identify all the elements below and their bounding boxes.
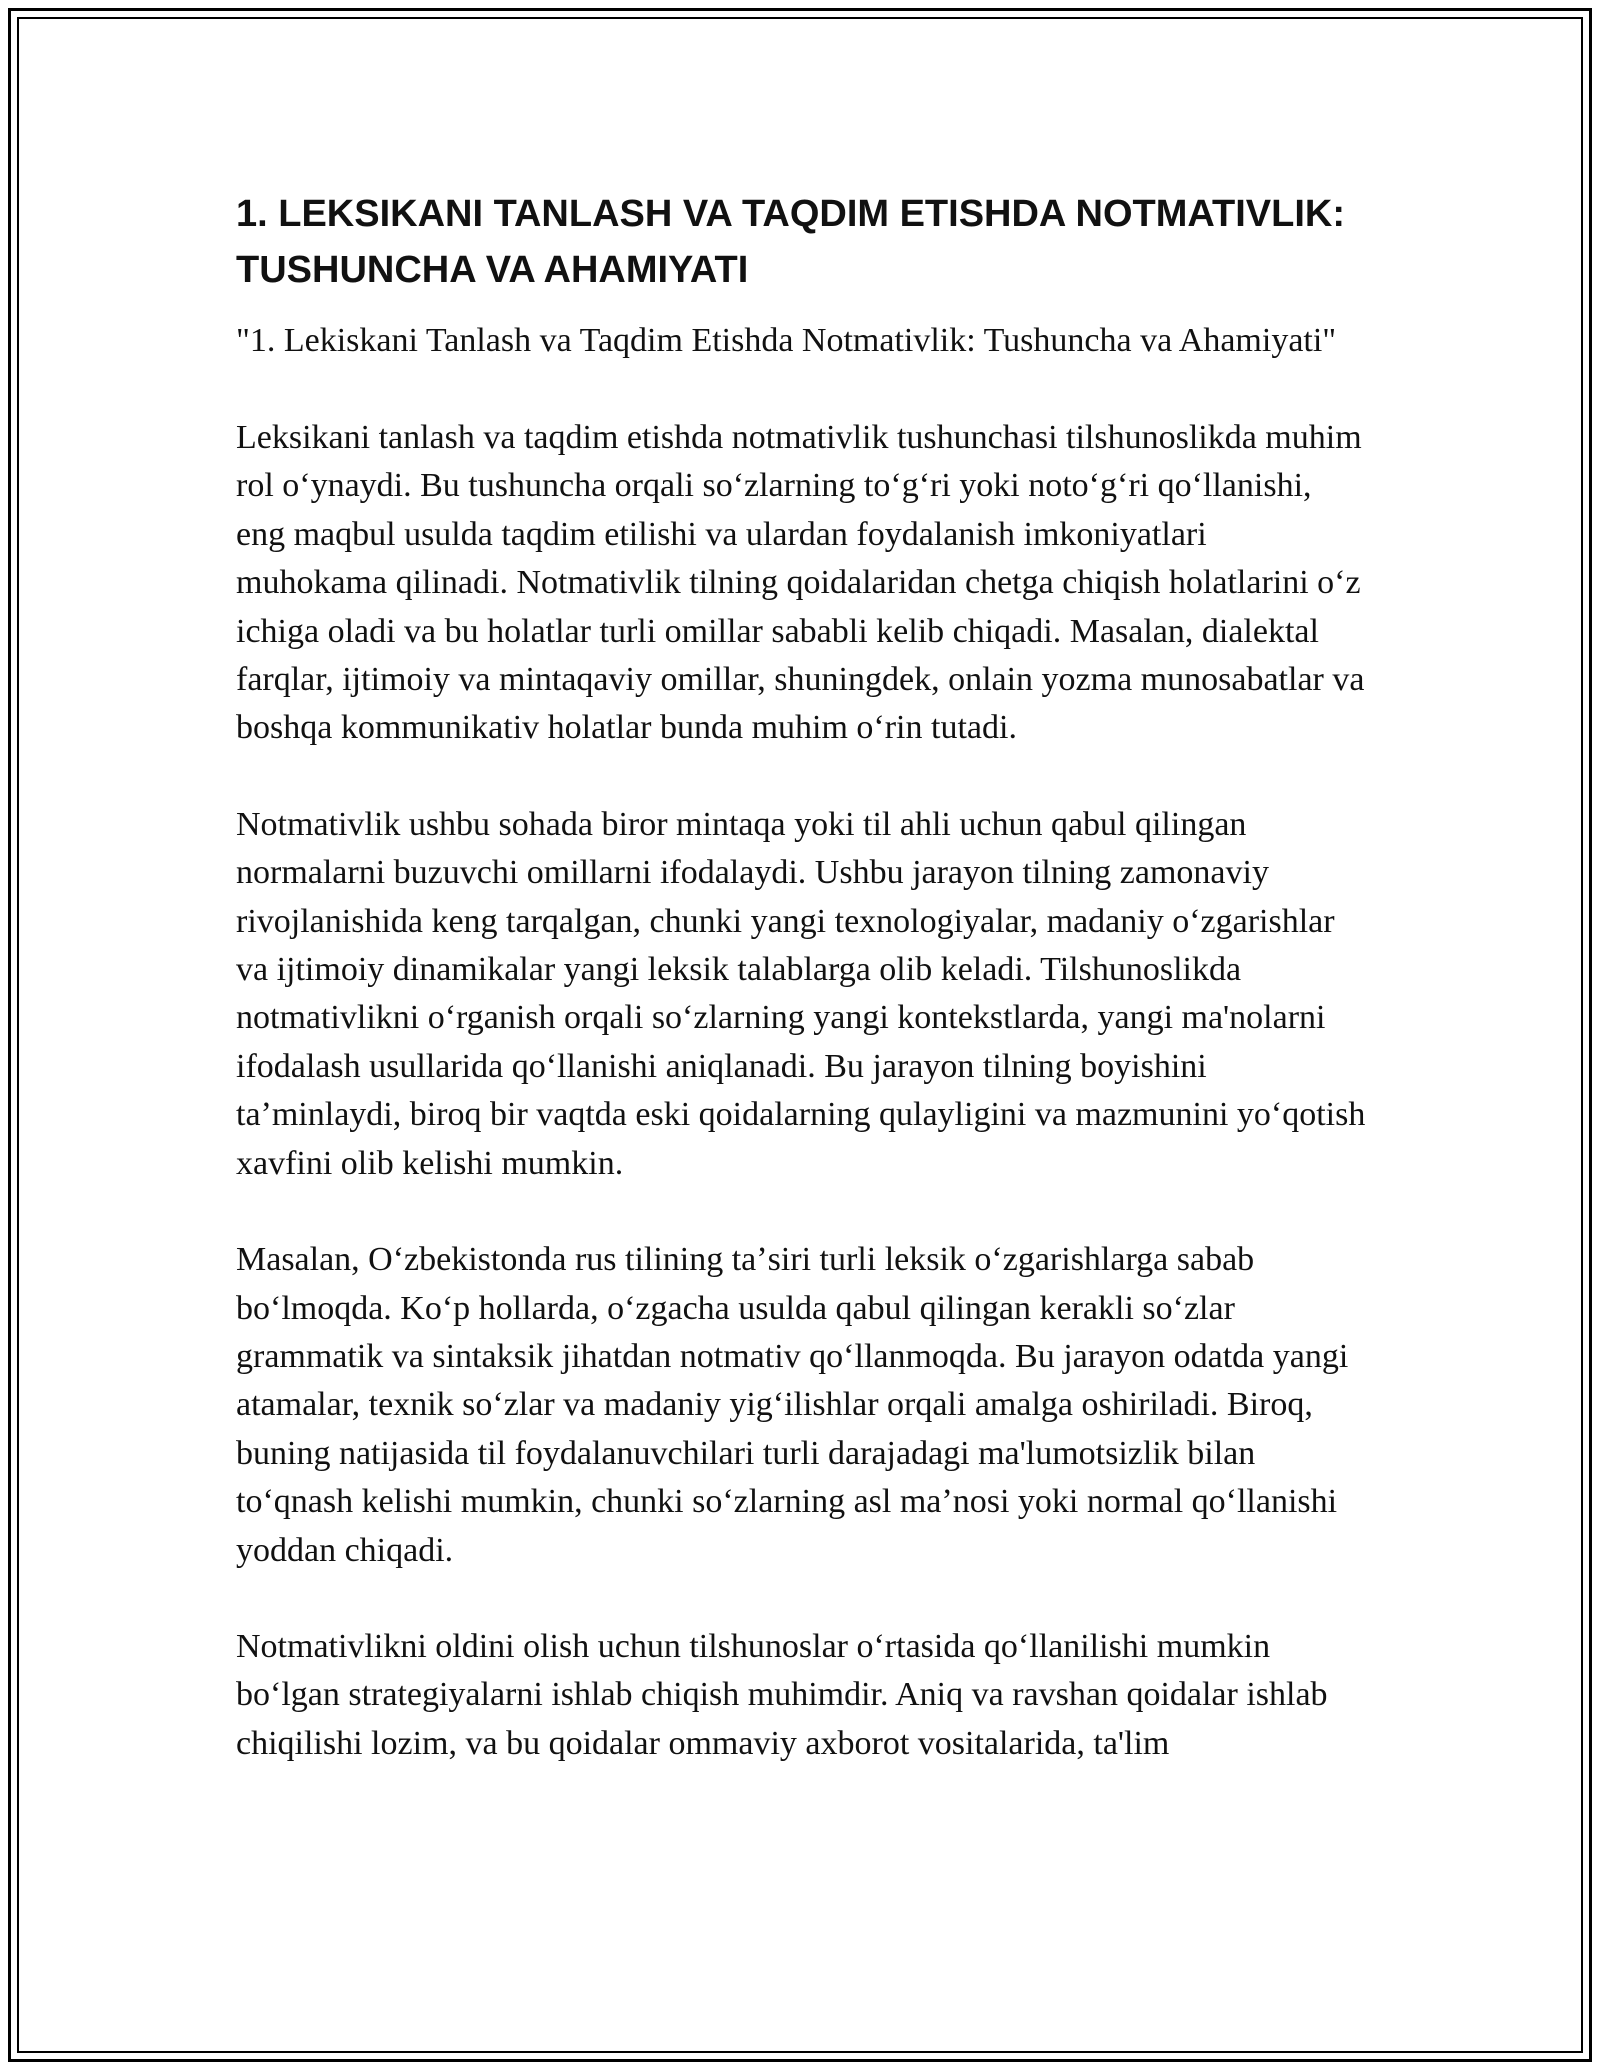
paragraph-2: Notmativlik ushbu sohada biror mintaqa yoki til ahli uchun qabul qilingan normalarni buzuvchi omillarni ifodalaydi. Ushbu jarayon tilning zamonaviy rivojlanishida keng tarqalgan, chunki yangi texnologiyalar, madaniy oʻzgarishlar va ijtimoiy dinamikalar yangi leksik talablarga olib keladi. Tilshunoslikda notmativlikni oʻrganish orqali soʻzlarning yangi kontekstlarda, yangi ma'nolarni ifodalash usullarida qoʻllanishi aniqlanadi. Bu jarayon tilning boyishini taʼminlaydi, biroq bir vaqtda eski qoidalarning qulayligini va mazmunini yoʻqotish xavfini olib kelishi mumkin. bbox=[236, 805, 1366, 1182]
document-subtitle: "1. Lekiskani Tanlash va Taqdim Etishda Notmativlik: Tushuncha va Ahamiyati" bbox=[236, 322, 1337, 359]
paragraph-1: Leksikani tanlash va taqdim etishda notmativlik tushunchasi tilshunoslikda muhim rol oʻynaydi. Bu tushuncha orqali soʻzlarning toʻgʻri yoki notoʻgʻri qoʻllanishi, eng maqbul usulda taqdim etilishi va ulardan foydalanish imkoniyatlari muhokama qilinadi. Notmativlik tilning qoidalaridan chetga chiqish holatlarini oʻz ichiga oladi va bu holatlar turli omillar sababli kelib chiqadi. Masalan, dialektal farqlar, ijtimoiy va mintaqaviy omillar, shuningdek, onlain yozma munosabatlar va boshqa kommunikativ holatlar bunda muhim oʻrin tutadi. bbox=[236, 419, 1365, 747]
document-body bbox=[236, 186, 1366, 1816]
paragraph-4: Notmativlikni oldini olish uchun tilshunoslar oʻrtasida qoʻllanilishi mumkin boʻlgan strategiyalarni ishlab chiqish muhimdir. Aniq va ravshan qoidalar ishlab chiqilishi lozim, va bu qoidalar ommaviy axborot vositalarida, ta'lim bbox=[236, 1627, 1328, 1762]
document-title: 1. LEKSIKANI TANLASH VA TAQDIM ETISHDA NOTMATIVLIK: TUSHUNCHA VA AHAMIYATI bbox=[236, 193, 1345, 291]
paragraph-3: Masalan, Oʻzbekistonda rus tilining taʼsiri turli leksik oʻzgarishlarga sabab boʻlmoqda. Koʻp hollarda, oʻzgacha usulda qabul qilingan kerakli soʻzlar grammatik va sintaksik jihatdan notmativ qoʻllanmoqda. Bu jarayon odatda yangi atamalar, texnik soʻzlar va madaniy yigʻilishlar orqali amalga oshiriladi. Biroq, buning natijasida til foydalanuvchilari turli darajadagi ma'lumotsizlik bilan toʻqnash kelishi mumkin, chunki soʻzlarning asl maʼnosi yoki normal qoʻllanishi yoddan chiqadi. bbox=[236, 1241, 1349, 1569]
